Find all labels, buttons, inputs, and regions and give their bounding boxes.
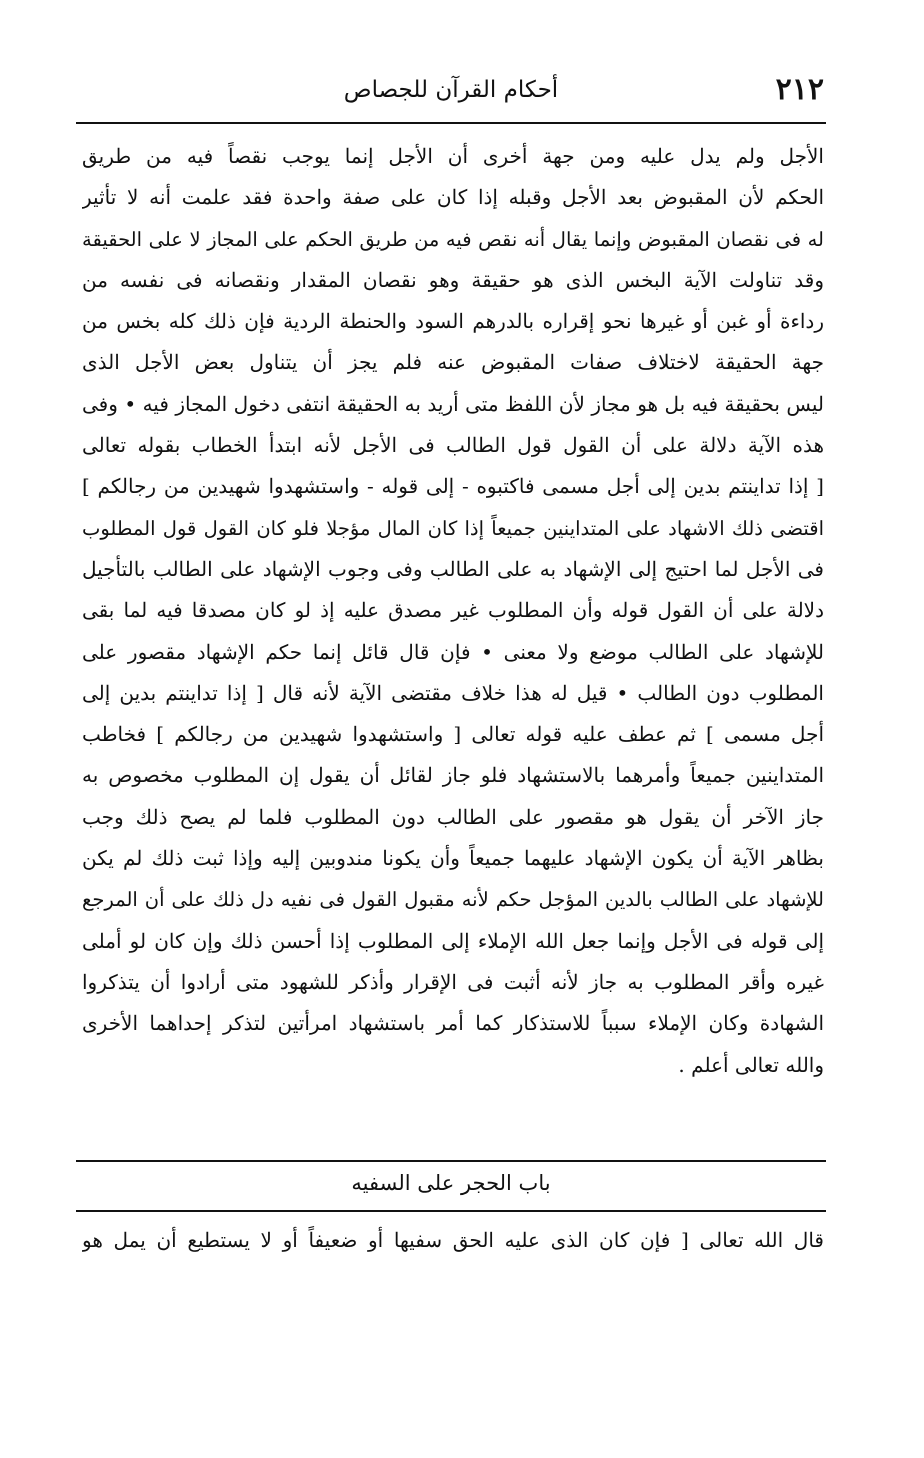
running-title: أحكام القرآن للجصاص <box>343 77 559 103</box>
text-line: جهة الحقيقة لاختلاف صفات المقبوض عنه فلم يجز أن يتناول بعض الأجل الذى <box>82 350 824 375</box>
text-line: أجل مسمى ] ثم عطف عليه قوله تعالى [ واستشهدوا شهيدين من رجالكم ] فخاطب <box>82 722 824 747</box>
text-line: المتداينين جميعاً وأمرهما بالاستشهاد فلو جاز لقائل أن يقول إن المطلوب مخصوص به <box>82 763 824 788</box>
section-rule-top <box>76 1160 826 1162</box>
page-header <box>78 68 824 114</box>
section-heading: باب الحجر على السفيه <box>351 1171 551 1195</box>
text-line: بظاهر الآية أن يكون الإشهاد عليهما جميعاً وأن يكونا مندوبين إليه وإذا ثبت ذلك لم يكن <box>82 846 824 871</box>
text-line: جاز الآخر أن يقول هو مقصور على الطالب دون المطلوب فلما لم يصح ذلك وجب <box>82 804 824 829</box>
text-line: المطلوب دون الطالب • قيل له هذا خلاف مقتضى الآية لأنه قال [ إذا تداينتم بدين إلى <box>82 680 824 705</box>
text-line: الأجل ولم يدل عليه ومن جهة أخرى أن الأجل إنما يوجب نقصاً فيه من طريق <box>82 144 824 168</box>
text-line: وقد تناولت الآية البخس الذى هو حقيقة وهو نقصان المقدار ونقصانه فى نفسه من <box>82 267 824 292</box>
text-line-final: والله تعالى أعلم . <box>678 1052 824 1077</box>
text-line: الحكم لأن المقبوض بعد الأجل وقبله إذا كان على صفة واحدة فقد علمت أنه لا تأثير <box>82 185 824 210</box>
body-text <box>82 136 824 1086</box>
section-text <box>82 1220 824 1261</box>
text-line: إلى قوله فى الأجل وإنما جعل الله الإملاء إلى المطلوب إذا أحسن ذلك وإن كان لو أملى <box>82 928 824 953</box>
text-line: [ إذا تداينتم بدين إلى أجل مسمى فاكتبوه - إلى قوله - واستشهدوا شهيدين من رجالكم ] <box>82 474 824 499</box>
text-line: غيره وأقر المطلوب به جاز لأنه أثبت فى الإقرار وأذكر للشهود متى أرادوا أن يتذكروا <box>82 969 824 994</box>
text-line: هذه الآية دلالة على أن القول قول الطالب فى الأجل لأنه ابتدأ الخطاب بقوله تعالى <box>82 433 824 458</box>
text-line: رداءة أو غبن أو غيرها نحو إقراره بالدرهم السود والحنطة الردية فإن ذلك كله بخس من <box>82 309 824 334</box>
section-rule-bottom <box>76 1210 826 1212</box>
text-line: له فى نقصان المقبوض وإنما يقال أنه نقص فيه من طريق الحكم على المجاز لا على الحقيقة <box>82 227 824 251</box>
section-first-line: قال الله تعالى [ فإن كان الذى عليه الحق سفيها أو ضعيفاً أو لا يستطيع أن يمل هو <box>82 1228 824 1252</box>
text-line: ليس بحقيقة فيه بل هو مجاز لأن اللفظ متى أريد به الحقيقة انتفى دخول المجاز فيه • وفى <box>82 391 824 416</box>
text-line: للإشهاد على الطالب موضع ولا معنى • فإن قال قائل إنما حكم الإشهاد مقصور على <box>82 639 824 664</box>
text-line: اقتضى ذلك الاشهاد على المتداينين جميعاً إذا كان المال مؤجلا فلو كان القول قول المطلوب <box>82 516 824 540</box>
text-line: للإشهاد على الطالب بالدين المؤجل حكم لأنه مقبول القول فى نفيه دل ذلك على أن المرجع <box>82 888 824 912</box>
text-line: فى الأجل لما احتيج إلى الإشهاد به على الطالب وفى وجوب الإشهاد على الطالب بالتأجيل <box>82 556 824 581</box>
header-rule <box>76 122 826 124</box>
text-line: الشهادة وكان الإملاء سبباً للاستذكار كما أمر باستشهاد امرأتين لتذكر إحداهما الأخرى <box>82 1011 824 1036</box>
page-number: ٢١٢ <box>775 72 824 107</box>
text-line: دلالة على أن القول قوله وأن المطلوب غير مصدق عليه إذ لو كان مصدقا فيه لما بقى <box>82 598 824 623</box>
